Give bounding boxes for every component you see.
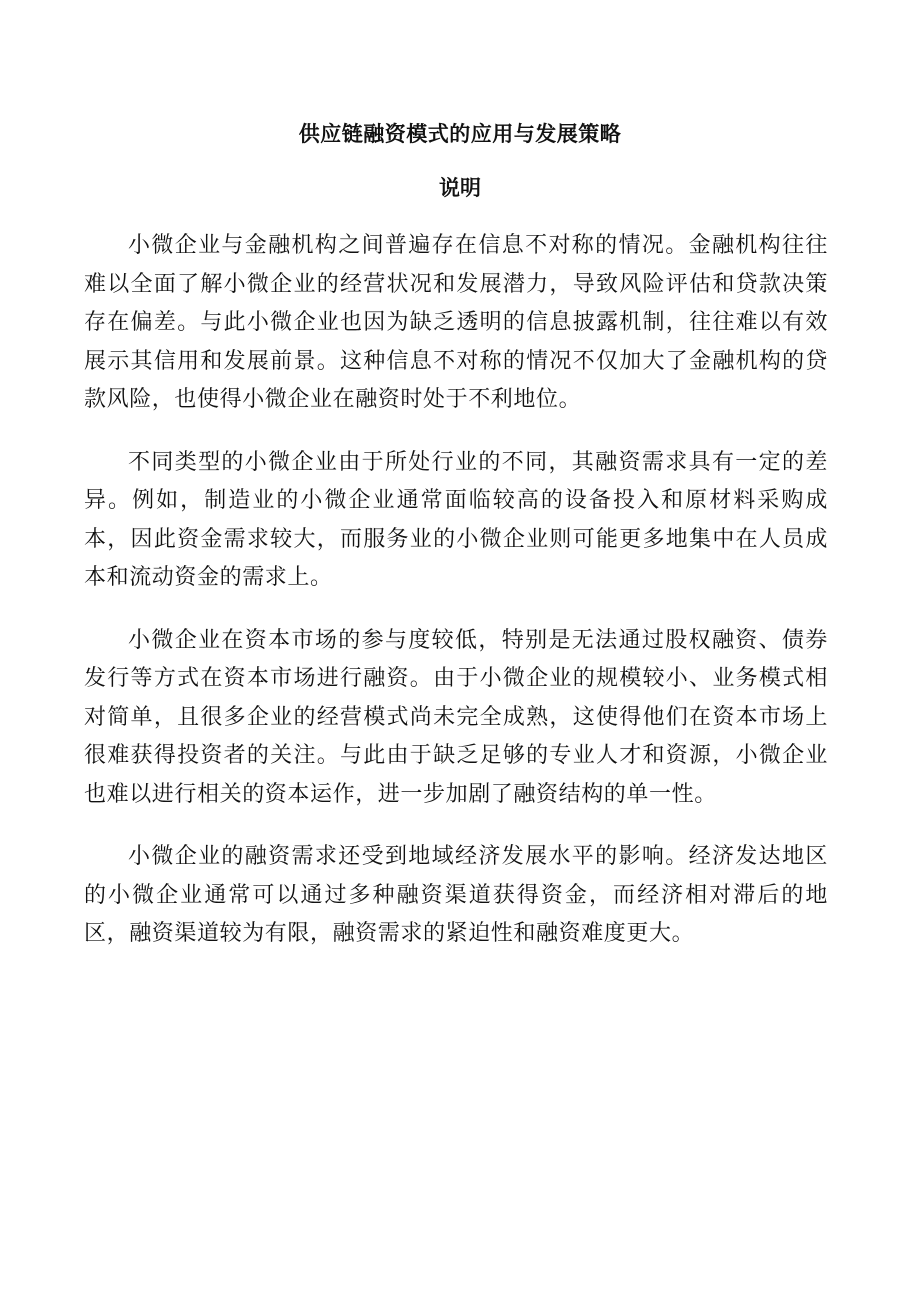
section-heading: 说明 [439, 175, 481, 200]
paragraph: 小微企业的融资需求还受到地域经济发展水平的影响。经济发达地区的小微企业通常可以通过多种融资渠道获得资金，而经济相对滞后的地区，融资渠道较为有限，融资需求的紧迫性和融资难度更大。 [84, 844, 828, 946]
paragraph: 不同类型的小微企业由于所处行业的不同，其融资需求具有一定的差异。例如，制造业的小微企业通常面临较高的设备投入和原材料采购成本，因此资金需求较大，而服务业的小微企业则可能更多地集中在人员成本和流动资金的需求上。 [84, 449, 828, 590]
paragraph: 小微企业与金融机构之间普遍存在信息不对称的情况。金融机构往往难以全面了解小微企业的经营状况和发展潜力，导致风险评估和贷款决策存在偏差。与此小微企业也因为缺乏透明的信息披露机制，往往难以有效展示其信用和发展前景。这种信息不对称的情况不仅加大了金融机构的贷款风险，也使得小微企业在融资时处于不利地位。 [84, 233, 828, 412]
document-body [84, 227, 828, 978]
paragraph: 小微企业在资本市场的参与度较低，特别是无法通过股权融资、债券发行等方式在资本市场进行融资。由于小微企业的规模较小、业务模式相对简单，且很多企业的经营模式尚未完全成熟，这使得他们在资本市场上很难获得投资者的关注。与此由于缺乏足够的专业人才和资源，小微企业也难以进行相关的资本运作，进一步加剧了融资结构的单一性。 [84, 627, 828, 807]
document-title: 供应链融资模式的应用与发展策略 [298, 121, 622, 146]
